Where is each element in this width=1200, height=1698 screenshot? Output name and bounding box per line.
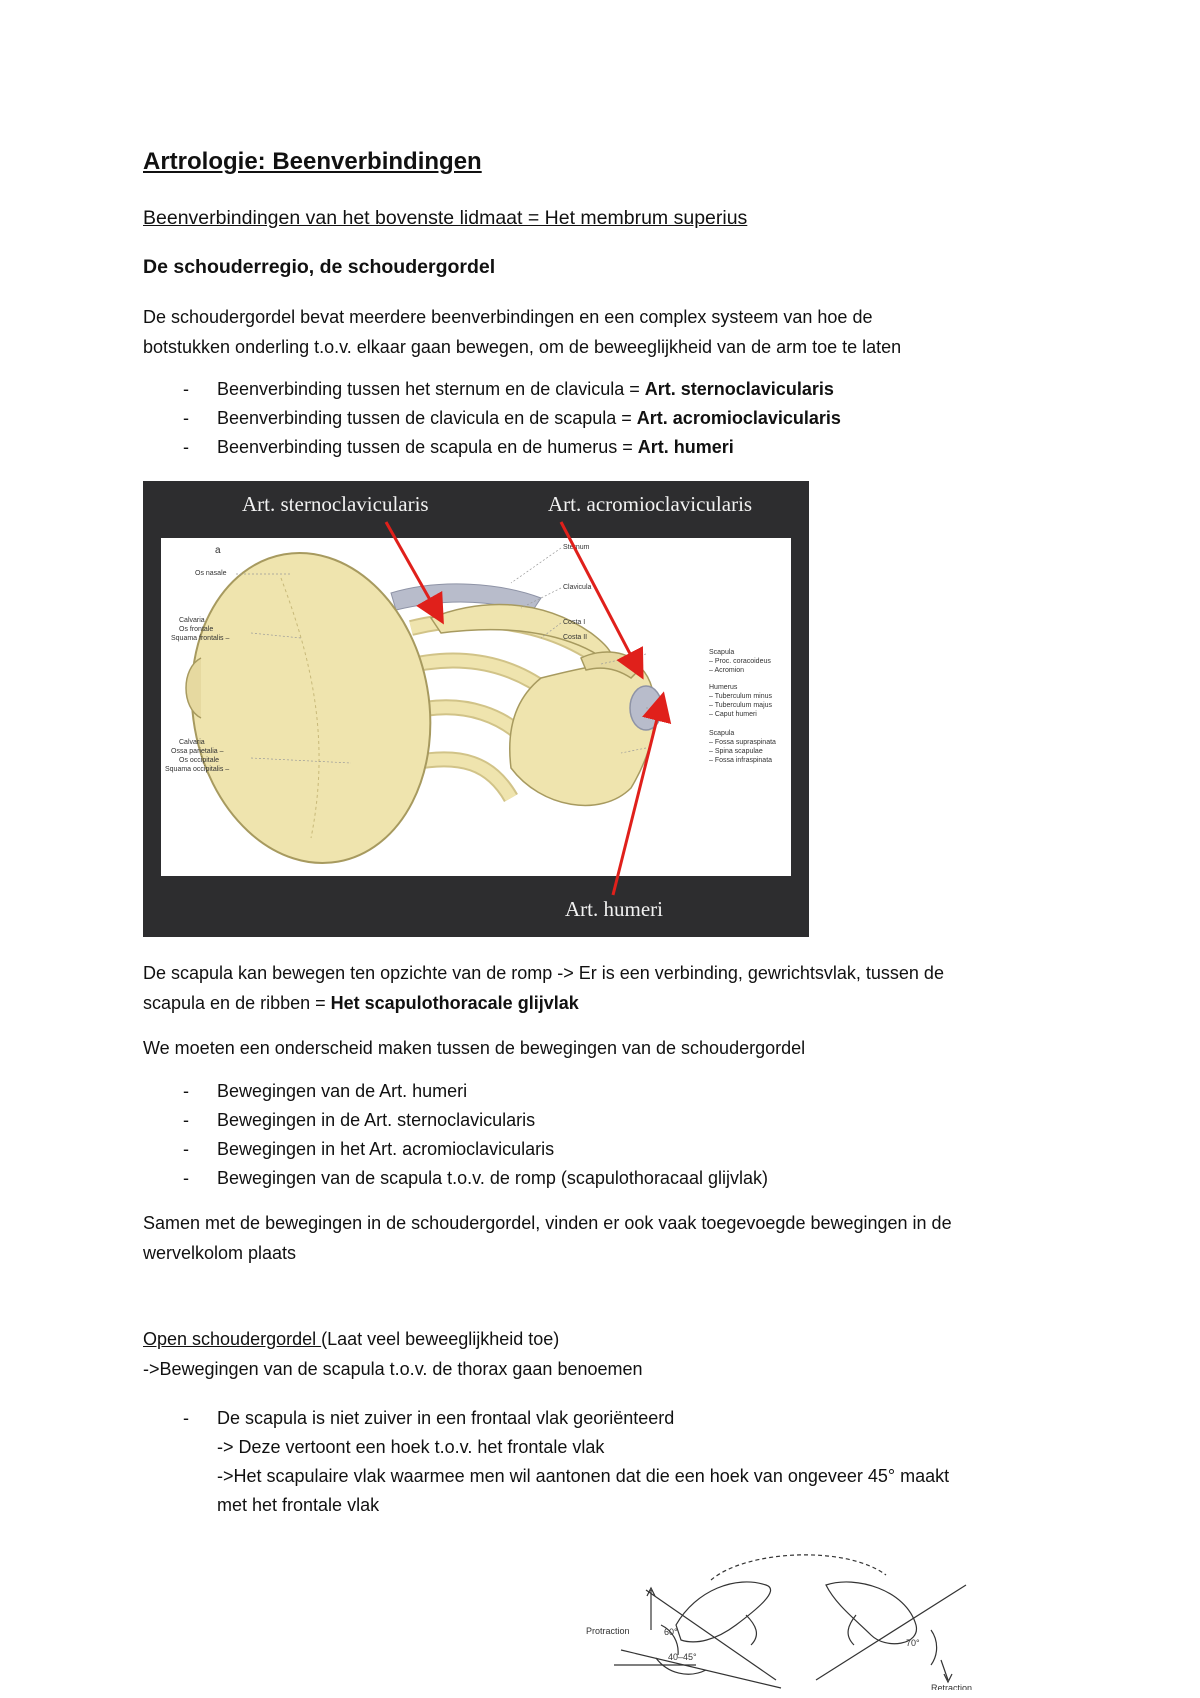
open-item-line: met het frontale vlak [217,1495,380,1515]
label-art-acromioclavicularis: Art. acromioclavicularis [548,492,753,516]
figure-label: Sternum [563,544,590,551]
label-angle-70: 70° [906,1638,920,1648]
joint-text: Beenverbinding tussen het sternum en de clavicula = Art. sternoclavicularis [217,379,834,399]
figure-label: – Caput humeri [709,711,757,718]
joint-text: Beenverbinding tussen de clavicula en de scapula = Art. acromioclavicularis [217,408,841,428]
figure-label: – Fossa infraspinata [709,757,773,764]
scapula-paragraph [143,958,1073,1018]
label-protraction: Protraction [586,1626,630,1636]
intro-paragraph [143,302,1073,362]
figure-label: Clavicula [563,584,592,591]
figure-label: Os frontale [179,626,214,633]
list-item [0,433,1200,462]
list-item [0,1135,1200,1164]
list-item [0,1106,1200,1135]
label-angle-40-45: 40–45° [668,1652,697,1662]
figure-label: – Spina scapulae [709,748,763,755]
bullet-dash: - [183,1168,189,1188]
bullet-dash: - [183,1408,189,1428]
open-girdle-heading [143,1324,1073,1354]
label-retraction: Retraction [931,1683,973,1690]
scapula-angle-drawing [586,1530,1006,1690]
open-item-text [217,1404,949,1520]
list-item [0,1077,1200,1106]
figure-label: – Fossa supraspinata [709,739,776,746]
together-line-1: Samen met de bewegingen in de schoudergordel, vinden er ook vaak toegevoegde bewegingen in de [143,1213,952,1233]
intro-line-1: De schoudergordel bevat meerdere beenverbindingen en een complex systeem van hoe de [143,307,873,327]
scapula-line-1: De scapula kan bewegen ten opzichte van de romp -> Er is een verbinding, gewrichtsvlak, tussen de [143,963,944,983]
figure-label: Os occipitale [179,757,220,764]
joint-text: Beenverbinding tussen de scapula en de humerus = Art. humeri [217,437,734,457]
label-art-humeri: Art. humeri [565,897,663,921]
movement-text: Bewegingen van de Art. humeri [217,1081,468,1101]
open-girdle-sub: ->Bewegingen van de scapula t.o.v. de thorax gaan benoemen [143,1359,643,1379]
arrow-acromioclavicularis [561,522,638,669]
figure-label: Costa I [563,619,586,626]
open-item-line: De scapula is niet zuiver in een frontaal vlak georiënteerd [217,1408,675,1428]
figure-label: Squama occipitalis – [165,766,230,773]
bullet-dash: - [183,1110,189,1130]
figure-label: Calvaria [179,617,205,624]
movement-text: Bewegingen van de scapula t.o.v. de romp (scapulothoracaal glijvlak) [217,1168,768,1188]
figure-label: Humerus [709,684,738,691]
open-heading-rest: (Laat veel beweeglijkheid toe) [321,1329,560,1349]
figure-label: Os nasale [195,570,227,577]
figure-label: – Tuberculum majus [709,702,773,709]
protraction-retraction-diagram [586,1530,1006,1690]
bullet-dash: - [183,408,189,428]
list-item [0,375,1200,404]
open-heading-underlined: Open schoudergordel [143,1329,322,1349]
arrow-sternoclavicularis [386,522,438,614]
together-line-2: wervelkolom plaats [143,1243,297,1263]
bullet-dash: - [183,379,189,399]
distinction-paragraph: We moeten een onderscheid maken tussen de bewegingen van de schoudergordel [143,1038,806,1058]
figure-label: Scapula [709,649,735,656]
panel-letter: a [215,545,221,556]
open-item-line: -> Deze vertoont een hoek t.o.v. het frontale vlak [217,1437,605,1457]
list-item [0,1164,1200,1193]
bullet-dash: - [183,437,189,457]
label-art-sternoclavicularis: Art. sternoclavicularis [242,492,429,516]
shoulder-girdle-figure [143,481,809,937]
figure-label: – Tuberculum minus [709,693,773,700]
open-item-line: ->Het scapulaire vlak waarmee men wil aantonen dat die een hoek van ongeveer 45° maakt [217,1466,950,1486]
figure-label: Costa II [563,634,588,641]
figure-label: Squama frontalis – [171,635,230,642]
intro-line-2: botstukken onderling t.o.v. elkaar gaan bewegen, om de beweeglijkheid van de arm toe te laten [143,337,902,357]
together-paragraph [143,1208,1073,1268]
subtitle: Beenverbindingen van het bovenste lidmaat = Het membrum superius [143,207,748,229]
bullet-dash: - [183,1081,189,1101]
scapula-line-2: scapula en de ribben = Het scapulothoracale glijvlak [143,993,579,1013]
figure-label: Ossa parietalia – [171,748,224,755]
list-item [0,404,1200,433]
figure-label: Calvaria [179,739,205,746]
arrow-humeri [613,703,661,895]
figure-label: – Proc. coracoideus [709,658,771,665]
movement-text: Bewegingen in het Art. acromioclavicularis [217,1139,555,1159]
figure-label: – Acromion [709,667,745,674]
figure-label: Scapula [709,730,735,737]
page-title: Artrologie: Beenverbindingen [143,148,482,175]
bullet-dash: - [183,1139,189,1159]
pointer-arrows [143,481,809,937]
movement-text: Bewegingen in de Art. sternoclavicularis [217,1110,536,1130]
label-angle-60: 60° [664,1627,678,1637]
list-item [0,1404,1200,1520]
section-heading: De schouderregio, de schoudergordel [143,256,496,278]
